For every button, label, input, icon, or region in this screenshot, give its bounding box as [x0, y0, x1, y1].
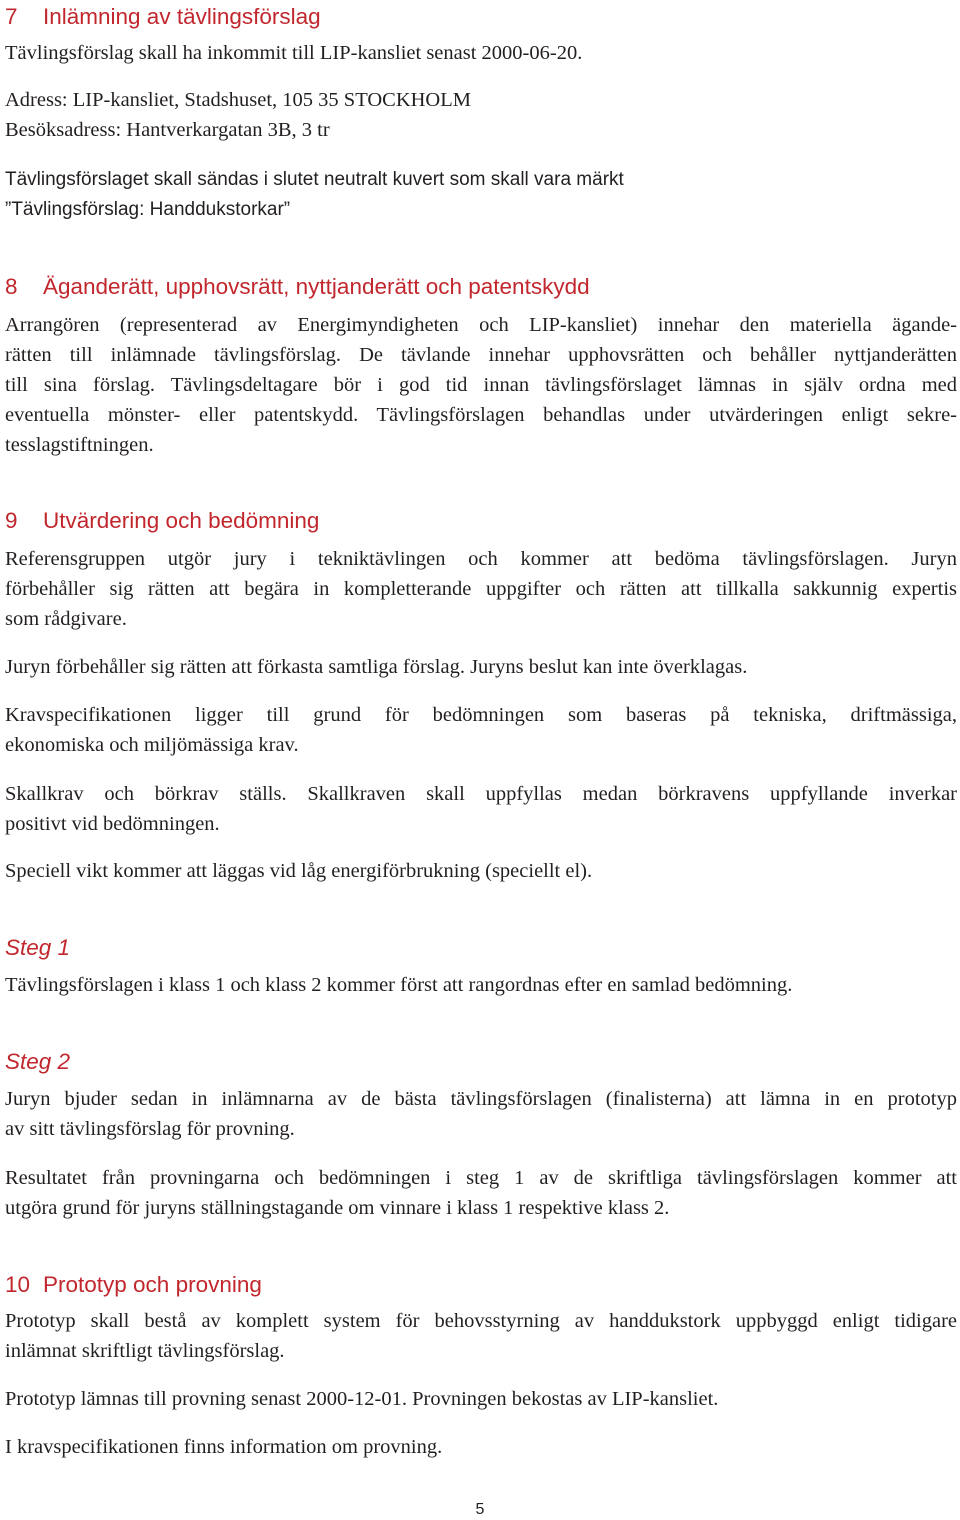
section-9-para-3-line: Kravspecifikationen ligger till grund för bedömningen som baseras på tekniska, driftmässiga,	[5, 704, 957, 726]
section-8-line: Arrangören (representerad av Energimyndigheten och LIP-kansliet) innehar den materiella ägande-	[5, 314, 957, 336]
section-9-number: 9	[5, 508, 18, 533]
section-7-deadline: Tävlingsförslag skall ha inkommit till LIP-kansliet senast 2000-06-20.	[5, 42, 583, 64]
section-9-para-4-line: positivt vid bedömningen.	[5, 813, 220, 835]
section-7-number: 7	[5, 4, 18, 29]
steg-2-para-2-line: Resultatet från provningarna och bedömningen i steg 1 av de skriftliga tävlingsförslagen kommer att	[5, 1167, 957, 1189]
steg-2-para-2-line: utgöra grund för juryns ställningstagande om vinnare i klass 1 respektive klass 2.	[5, 1197, 670, 1219]
section-9-para-3-line: ekonomiska och miljömässiga krav.	[5, 734, 299, 756]
section-9-para-1-line: förbehåller sig rätten att begära in kompletterande uppgifter och rätten att tillkalla sakkunnig expertis	[5, 578, 957, 600]
section-7-address: Adress: LIP-kansliet, Stadshuset, 105 35 STOCKHOLM	[5, 89, 471, 111]
section-8-line: till sina förslag. Tävlingsdeltagare bör i god tid innan tävlingsförslaget lämnas in själv ordna med	[5, 374, 957, 396]
section-8-heading	[5, 276, 590, 299]
steg-2-para-1-line: av sitt tävlingsförslag för provning.	[5, 1118, 295, 1140]
section-7-heading	[5, 6, 321, 29]
section-10-heading	[5, 1274, 262, 1297]
section-8-number: 8	[5, 274, 18, 299]
section-8-line: rätten till inlämnade tävlingsförslag. De tävlande innehar upphovsrätten och behåller nyttjanderätten	[5, 344, 957, 366]
section-7-visiting-address: Besöksadress: Hantverkargatan 3B, 3 tr	[5, 119, 330, 141]
section-10-para-1-line: inlämnat skriftligt tävlingsförslag.	[5, 1340, 285, 1362]
section-9-para-1-line: Referensgruppen utgör jury i tekniktävlingen och kommer att bedöma tävlingsförslagen. Juryn	[5, 548, 957, 570]
section-9-title: Utvärdering och bedömning	[43, 508, 320, 533]
section-7-envelope-line-1: Tävlingsförslaget skall sändas i slutet neutralt kuvert som skall vara märkt	[5, 169, 624, 190]
steg-2-heading: Steg 2	[5, 1049, 71, 1074]
page-number: 5	[475, 1501, 485, 1518]
section-9-heading	[5, 510, 319, 533]
section-8-line: eventuella mönster- eller patentskydd. Tävlingsförslagen behandlas under utvärderingen enligt sekre-	[5, 404, 957, 426]
steg-2-para-1-line: Juryn bjuder sedan in inlämnarna av de bästa tävlingsförslagen (finalisterna) att lämna in en prototyp	[5, 1088, 957, 1110]
steg-1-heading: Steg 1	[5, 935, 71, 960]
section-10-title: Prototyp och provning	[43, 1272, 262, 1297]
section-8-line: tesslagstiftningen.	[5, 434, 154, 456]
section-9-para-5: Speciell vikt kommer att läggas vid låg energiförbrukning (speciellt el).	[5, 860, 593, 882]
section-9-para-2: Juryn förbehåller sig rätten att förkasta samtliga förslag. Juryns beslut kan inte överklagas.	[5, 656, 748, 678]
section-7-envelope-line-2: ”Tävlingsförslag: Handdukstorkar”	[5, 199, 291, 220]
section-9-para-4-line: Skallkrav och börkrav ställs. Skallkraven skall uppfyllas medan börkravens uppfyllande inverkar	[5, 783, 957, 805]
steg-1-text: Tävlingsförslagen i klass 1 och klass 2 kommer först att rangordnas efter en samlad bedömning.	[5, 974, 793, 996]
section-10-para-3: I kravspecifikationen finns information om provning.	[5, 1436, 443, 1458]
section-7-title: Inlämning av tävlingsförslag	[43, 4, 321, 29]
section-9-para-1-line: som rådgivare.	[5, 608, 127, 630]
section-10-number: 10	[5, 1272, 31, 1297]
section-8-title: Äganderätt, upphovsrätt, nyttjanderätt och patentskydd	[43, 274, 590, 299]
section-10-para-2: Prototyp lämnas till provning senast 2000-12-01. Provningen bekostas av LIP-kansliet.	[5, 1388, 719, 1410]
section-10-para-1-line: Prototyp skall bestå av komplett system för behovsstyrning av handdukstork uppbyggd enligt tidigare	[5, 1310, 957, 1332]
